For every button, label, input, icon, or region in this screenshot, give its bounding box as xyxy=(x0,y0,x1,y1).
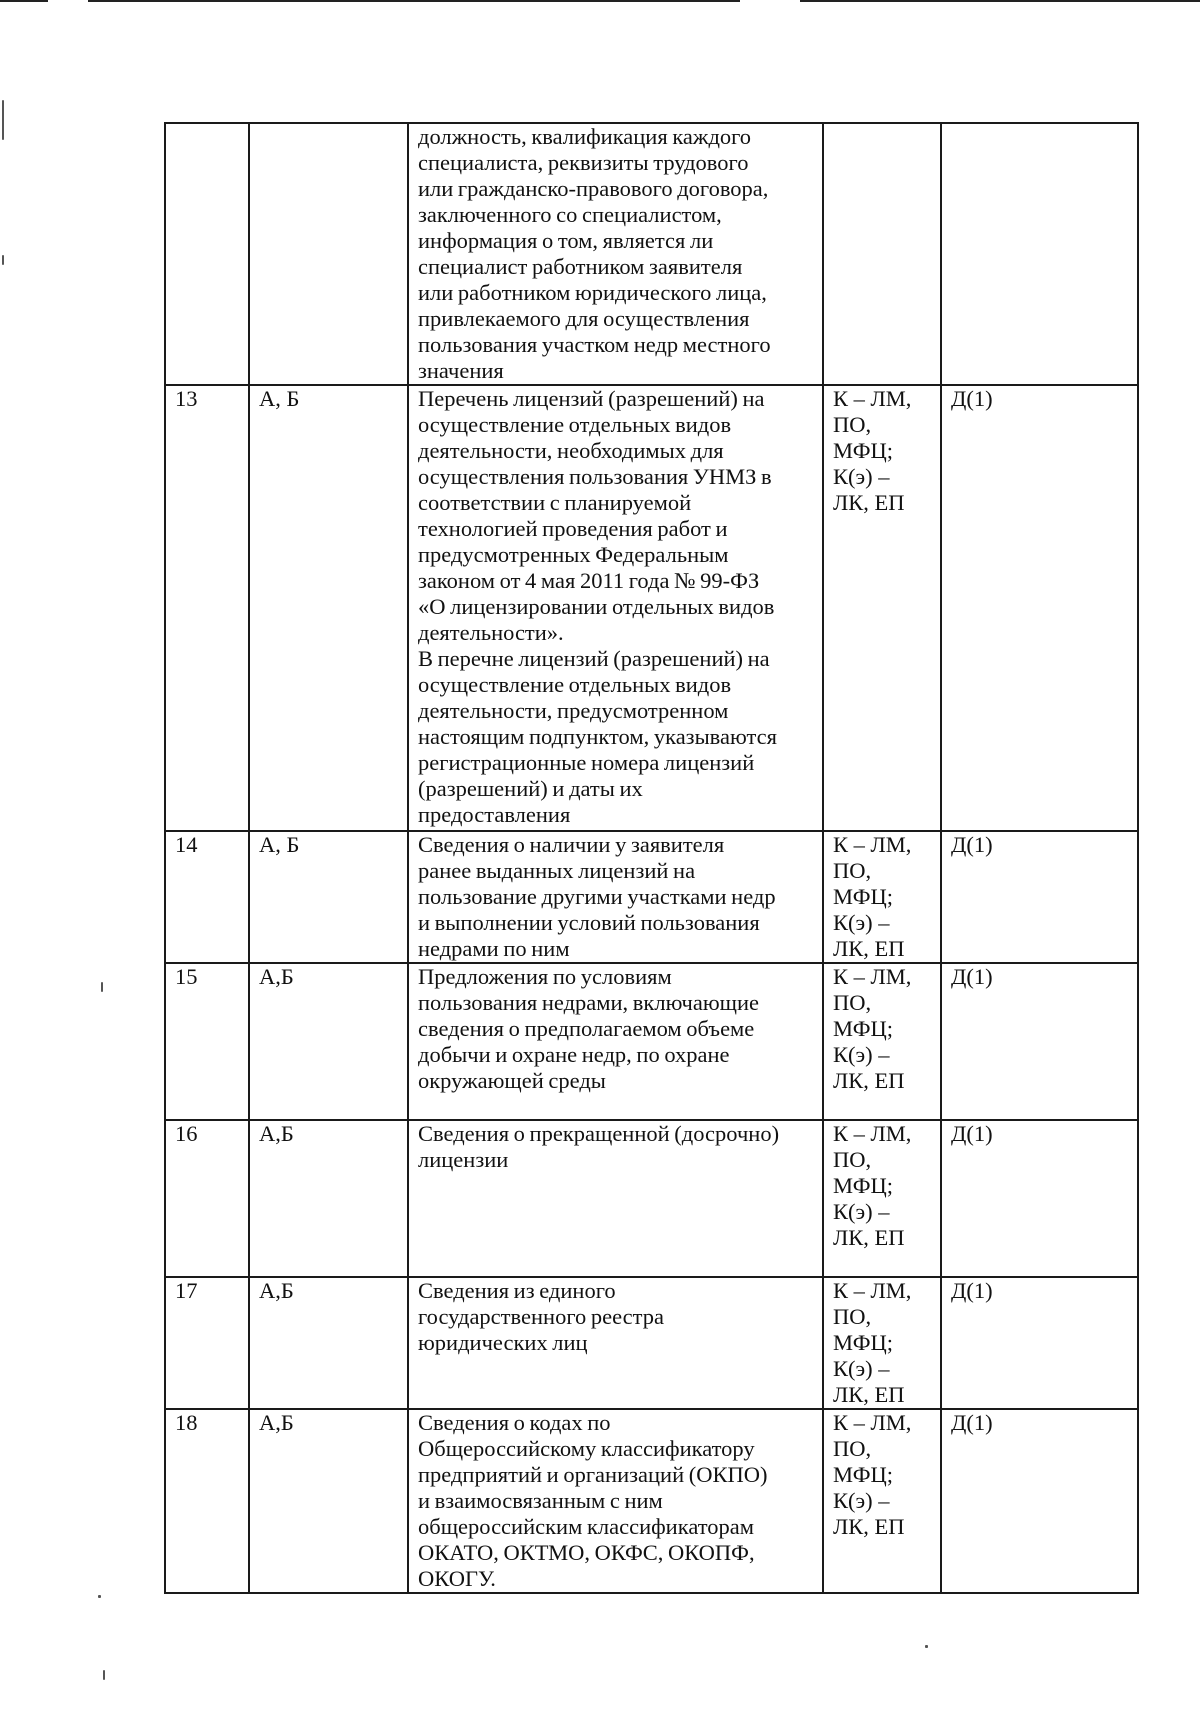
row-number-cell xyxy=(165,963,249,1120)
document-description-cell xyxy=(408,831,823,963)
applicant-group: А,Б xyxy=(259,1278,294,1303)
applicant-group-cell xyxy=(249,831,408,963)
row-number: 16 xyxy=(175,1121,198,1146)
document-format: Д(1) xyxy=(951,964,993,989)
document-description: Перечень лицензий (разрешений) на осуществление отдельных видов деятельности, необходимых для осуществления пользования УНМЗ в соответствии с планируемой технологией проведения работ и предусмотренных Федеральным законом от 4 мая 2011 года № 99-ФЗ «О лицензировании отдельных видов деятельности». В перечне лицензий (разрешений) на осуществление отдельных видов деятельности, предусмотренном настоящим подпунктом, указываются регистрационные номера лицензий (разрешений) и даты их предоставления xyxy=(418,386,777,827)
document-format: Д(1) xyxy=(951,832,993,857)
applicant-group: А, Б xyxy=(259,832,300,857)
submission-channels-cell xyxy=(823,831,941,963)
applicant-group-cell xyxy=(249,1277,408,1409)
applicant-group-cell xyxy=(249,963,408,1120)
row-number-cell xyxy=(165,1277,249,1409)
document-description-cell xyxy=(408,963,823,1120)
document-format: Д(1) xyxy=(951,1278,993,1303)
document-table xyxy=(164,122,1139,1594)
document-description: Сведения о наличии у заявителя ранее выданных лицензий на пользование другими участками недр и выполнении условий пользования недрами по ним xyxy=(418,832,776,961)
document-description-cell xyxy=(408,385,823,831)
table-row xyxy=(165,1120,1138,1277)
table-row xyxy=(165,385,1138,831)
scan-speck xyxy=(925,1645,928,1648)
document-description-cell xyxy=(408,1277,823,1409)
row-number: 17 xyxy=(175,1278,198,1303)
document-format: Д(1) xyxy=(951,1410,993,1435)
scan-speck xyxy=(103,1670,105,1680)
document-description: Сведения из единого государственного реестра юридических лиц xyxy=(418,1278,664,1355)
row-number: 14 xyxy=(175,832,198,857)
row-number: 13 xyxy=(175,386,198,411)
submission-channels: К – ЛМ, ПО, МФЦ; К(э) – ЛК, ЕП xyxy=(833,1278,912,1407)
submission-channels-cell xyxy=(823,963,941,1120)
scan-speck xyxy=(101,982,103,992)
document-description-cell xyxy=(408,123,823,385)
document-description: должность, квалификация каждого специалиста, реквизиты трудового или гражданско-правового договора, заключенного со специалистом, информация о том, является ли специалист работником заявителя или работником юридического лица, привлекаемого для осуществления пользования участком недр местного значения xyxy=(418,124,771,383)
document-description: Сведения о прекращенной (досрочно) лицензии xyxy=(418,1121,780,1172)
submission-channels-cell xyxy=(823,123,941,385)
document-format: Д(1) xyxy=(951,1121,993,1146)
table-row xyxy=(165,963,1138,1120)
scan-top-border-gap xyxy=(740,0,800,3)
applicant-group: А,Б xyxy=(259,1410,294,1435)
table-row xyxy=(165,123,1138,385)
row-number-cell xyxy=(165,1120,249,1277)
table-row xyxy=(165,831,1138,963)
applicant-group: А, Б xyxy=(259,386,300,411)
document-format-cell xyxy=(941,385,1138,831)
row-number-cell xyxy=(165,123,249,385)
submission-channels: К – ЛМ, ПО, МФЦ; К(э) – ЛК, ЕП xyxy=(833,1410,912,1539)
submission-channels-cell xyxy=(823,1120,941,1277)
submission-channels-cell xyxy=(823,1277,941,1409)
submission-channels: К – ЛМ, ПО, МФЦ; К(э) – ЛК, ЕП xyxy=(833,964,912,1093)
scan-top-border-gap xyxy=(48,0,88,3)
applicant-group-cell xyxy=(249,385,408,831)
applicant-group: А,Б xyxy=(259,1121,294,1146)
document-format: Д(1) xyxy=(951,386,993,411)
table-row xyxy=(165,1409,1138,1593)
row-number-cell xyxy=(165,831,249,963)
document-description-cell xyxy=(408,1409,823,1593)
row-number: 18 xyxy=(175,1410,198,1435)
scan-top-border xyxy=(0,0,1200,2)
document-description-cell xyxy=(408,1120,823,1277)
applicant-group-cell xyxy=(249,1120,408,1277)
document-format-cell xyxy=(941,831,1138,963)
row-number: 15 xyxy=(175,964,198,989)
submission-channels: К – ЛМ, ПО, МФЦ; К(э) – ЛК, ЕП xyxy=(833,386,912,515)
document-format-cell xyxy=(941,123,1138,385)
document-description: Предложения по условиям пользования недрами, включающие сведения о предполагаемом объеме добычи и охране недр, по охране окружающей среды xyxy=(418,964,760,1093)
row-number-cell xyxy=(165,385,249,831)
applicant-group: А,Б xyxy=(259,964,294,989)
document-format-cell xyxy=(941,1409,1138,1593)
document-description: Сведения о кодах по Общероссийскому классификатору предприятий и организаций (ОКПО) и взаимосвязанным с ним общероссийским классификаторам ОКАТО, ОКТМО, ОКФС, ОКОПФ, ОКОГУ. xyxy=(418,1410,768,1591)
scan-speck xyxy=(2,100,4,140)
table-row xyxy=(165,1277,1138,1409)
document-format-cell xyxy=(941,1120,1138,1277)
scan-speck xyxy=(2,255,4,265)
submission-channels-cell xyxy=(823,385,941,831)
submission-channels: К – ЛМ, ПО, МФЦ; К(э) – ЛК, ЕП xyxy=(833,832,912,961)
row-number-cell xyxy=(165,1409,249,1593)
submission-channels: К – ЛМ, ПО, МФЦ; К(э) – ЛК, ЕП xyxy=(833,1121,912,1250)
applicant-group-cell xyxy=(249,123,408,385)
document-format-cell xyxy=(941,1277,1138,1409)
document-format-cell xyxy=(941,963,1138,1120)
submission-channels-cell xyxy=(823,1409,941,1593)
scan-speck xyxy=(98,1595,101,1598)
applicant-group-cell xyxy=(249,1409,408,1593)
